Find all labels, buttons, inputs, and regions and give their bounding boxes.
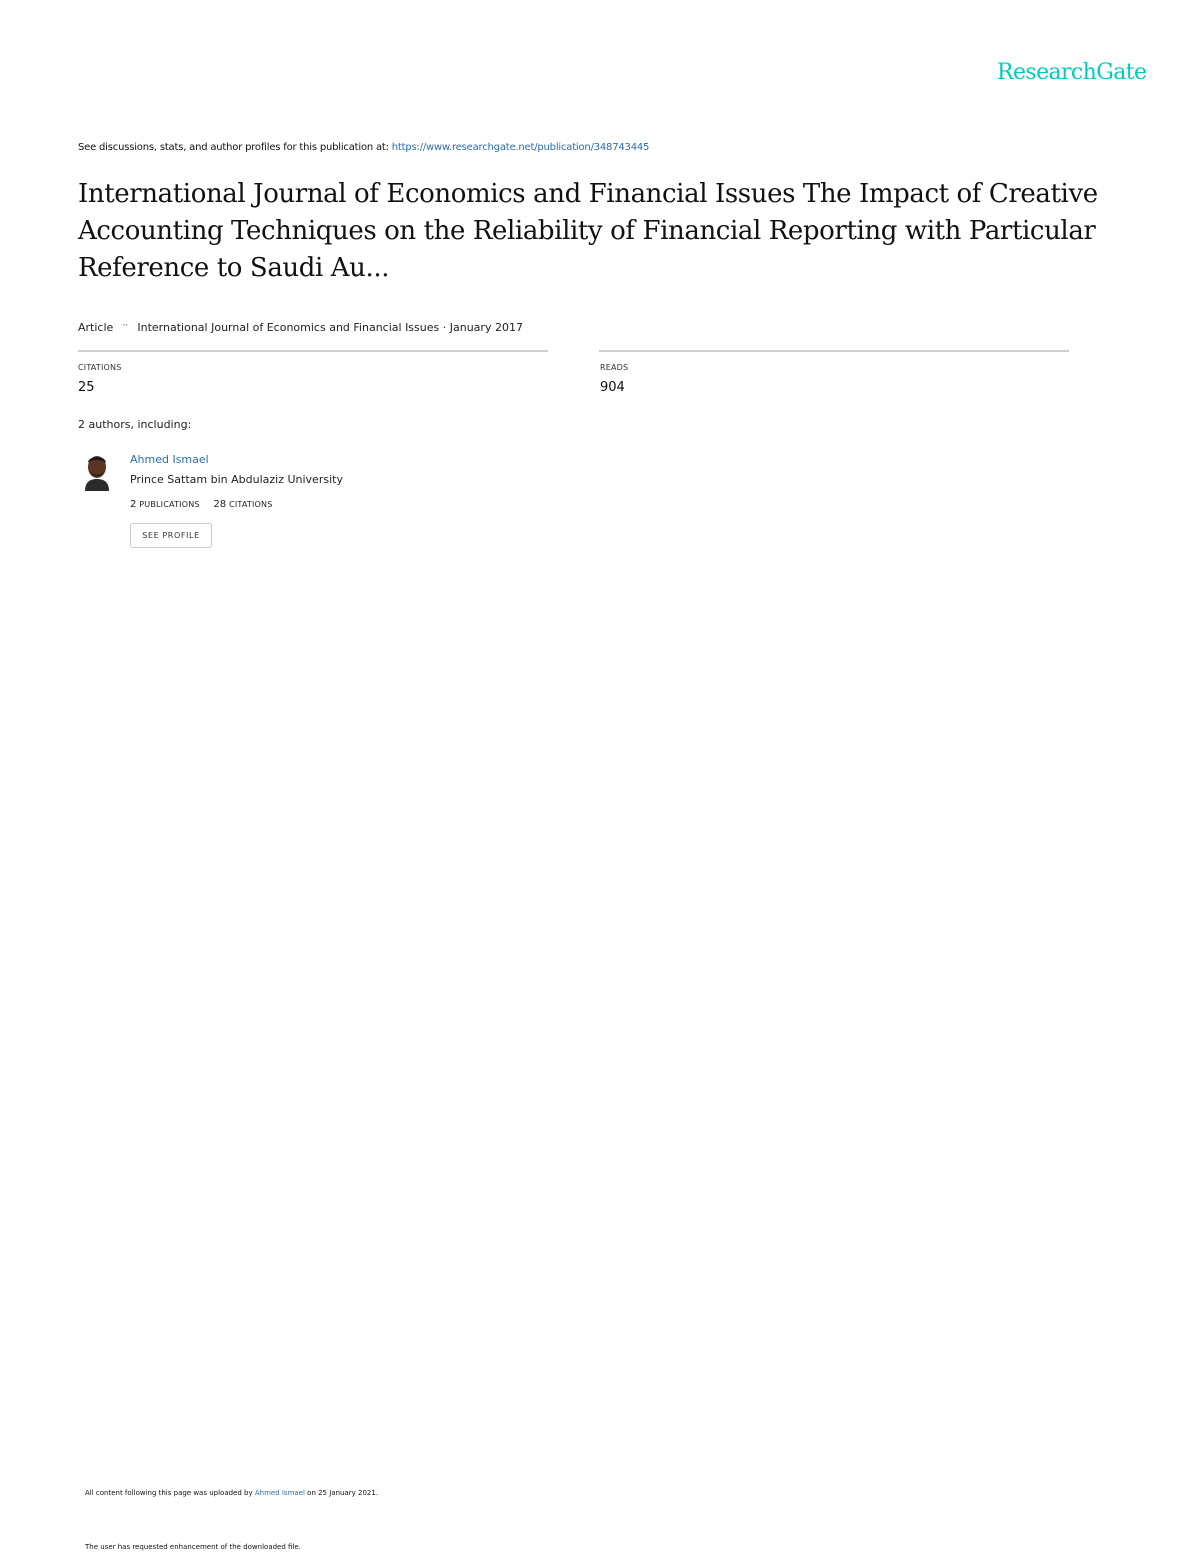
author-institution: Prince Sattam bin Abdulaziz University (130, 473, 343, 486)
meta-separator: · (439, 321, 450, 334)
publication-venue: International Journal of Economics and Financial Issues (137, 321, 440, 334)
citations-divider (78, 350, 548, 352)
author-citations-label: CITATIONS (229, 500, 273, 509)
uploader-link[interactable]: Ahmed Ismael (254, 1489, 305, 1497)
see-profile-button[interactable]: SEE PROFILE (130, 523, 212, 548)
quote-icon: ’’ (122, 323, 128, 332)
reads-label: READS (600, 363, 629, 372)
reads-divider (599, 350, 1069, 352)
researchgate-logo[interactable]: ResearchGate (997, 60, 1147, 85)
author-citations-count: 28 (213, 499, 227, 510)
publication-meta (78, 321, 523, 334)
citations-count: 25 (78, 380, 95, 395)
citations-label: CITATIONS (78, 363, 122, 372)
publication-url-link[interactable]: https://www.researchgate.net/publication/348743445 (391, 142, 650, 153)
author-publications-count: 2 (130, 499, 137, 510)
reads-count: 904 (600, 380, 625, 395)
publication-date: January 2017 (449, 321, 523, 334)
authors-heading: 2 authors, including: (78, 418, 192, 431)
upload-notice-prefix: All content following this page was uploaded by (85, 1489, 255, 1497)
upload-notice (85, 1489, 378, 1497)
publication-disclaimer (78, 142, 649, 153)
publication-title: International Journal of Economics and Financial Issues The Impact of Creative Accounting Techniques on the Reliability of Financial Reporting with Particular Reference to Saudi Au... (78, 179, 1098, 283)
author-photo-icon (82, 451, 112, 491)
enhancement-notice: The user has requested enhancement of the downloaded file. (85, 1543, 301, 1551)
author-avatar[interactable] (82, 451, 112, 491)
author-publications-label: PUBLICATIONS (139, 500, 200, 509)
disclaimer-text: See discussions, stats, and author profiles for this publication at: (78, 142, 392, 153)
publication-type: Article (78, 321, 114, 334)
author-stats (130, 499, 273, 510)
author-name-link[interactable]: Ahmed Ismael (130, 453, 209, 466)
upload-notice-suffix: on 25 January 2021. (304, 1489, 379, 1497)
